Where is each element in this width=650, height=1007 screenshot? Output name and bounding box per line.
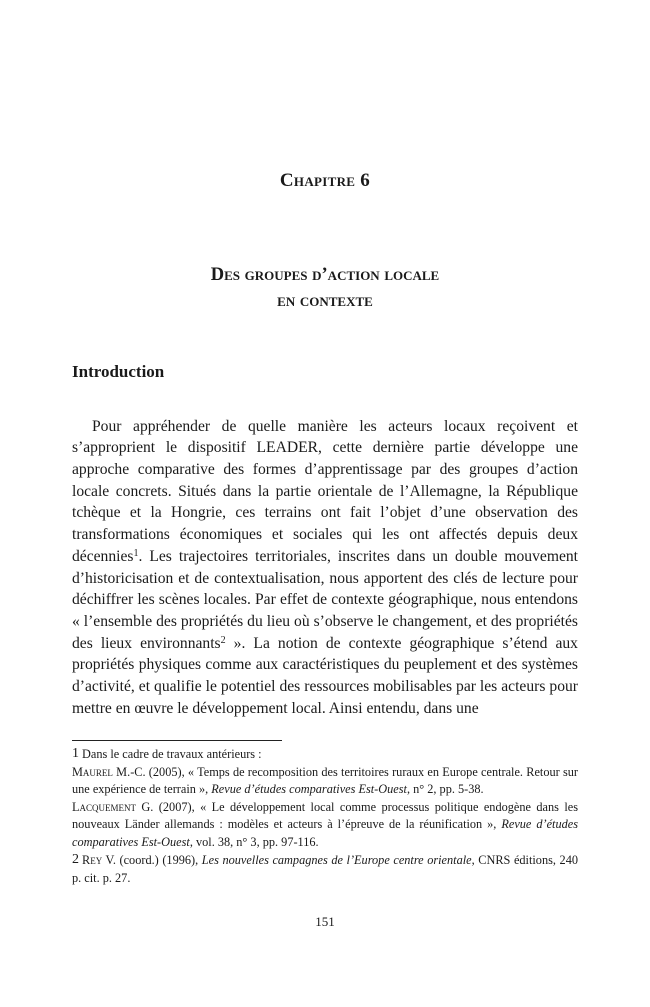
ref-maurel-text: M.-C. (2005), « Temps de recomposition des territoires ruraux en Europe centrale. Retour sur une expérience de terrain », — [72, 764, 578, 796]
ref-lacquement-post: , vol. 38, n° 3, pp. 97-116. — [189, 834, 319, 849]
ref-lacquement-text: G. (2007), « Le développement local comme processus politique endogène dans les nouveaux Länder allemands : modèles et acteurs à l’épreuve de la réunification », — [72, 799, 578, 831]
chapter-title-line-2: en contexte — [277, 291, 373, 311]
ref-rey-post: , CNRS éditions, 240 p. cit. p. 27. — [72, 853, 578, 885]
footnote-1-ref-lacquement — [72, 799, 578, 852]
author-lacquement: Lacquement — [72, 799, 137, 814]
ref-maurel-journal: Revue d’études comparatives Est-Ouest — [211, 782, 407, 796]
ref-rey-book: Les nouvelles campagnes de l’Europe centre orientale — [201, 853, 472, 867]
body-text-part-1: Pour appréhender de quelle manière les acteurs locaux reçoivent et s’approprient le dispositif LEADER, cette dernière partie développe une approche comparative des formes d’apprentissage par des groupes d’action locale concrets. Situés dans la partie orientale de l’Allemagne, la République tchèque et la Hongrie, ces terrains ont fait l’objet d’une observation des transformations économiques et sociales qui les ont affectés depuis deux décennies — [72, 417, 578, 565]
footnote-2 — [72, 851, 578, 887]
chapter-title-line-1: Des groupes d’action locale — [210, 265, 440, 285]
ref-maurel-post: , n° 2, pp. 5-38. — [406, 782, 484, 796]
footnote-1-intro — [72, 745, 578, 764]
author-rey: Rey — [82, 853, 103, 867]
footnote-1-ref-maurel — [72, 764, 578, 799]
author-maurel: Maurel — [72, 764, 113, 779]
chapter-title — [0, 262, 650, 314]
body-text-part-2: . Les trajectoires territoriales, inscrites dans un double mouvement d’historicisation et de contextualisation, nous apportent des clés de lecture pour déchiffrer les scènes locales. Par effet de contexte géographique, nous entendons « l’ensemble des propriétés du lieu où s’observe le changement, et des propriétés des lieux environnants — [72, 547, 578, 652]
ref-rey-text: V. (coord.) (1996), — [102, 853, 202, 867]
footnote-ref-1: 1 — [133, 547, 139, 559]
footnote-ref-2: 2 — [220, 634, 226, 646]
body-paragraph — [72, 416, 578, 720]
footnote-1-intro-text: Dans le cadre de travaux antérieurs : — [82, 747, 262, 761]
page-number: 151 — [315, 914, 335, 929]
section-heading: Introduction — [72, 362, 165, 381]
footnote-1-number: 1 — [72, 746, 79, 761]
ref-lacquement-journal: Revue d’études comparatives Est-Ouest — [72, 817, 578, 849]
body-text-part-3: ». La notion de contexte géographique s’étend aux propriétés physiques comme aux caractéristiques du peuplement et des systèmes d’activité, et qualifie le potentiel des ressources mobilisables par les acteurs pour mettre en œuvre le développement local. Ainsi entendu, dans une — [72, 634, 578, 717]
footnote-2-number: 2 — [72, 852, 79, 867]
footnotes — [72, 745, 578, 887]
chapter-label: Chapitre 6 — [279, 170, 371, 191]
footnote-divider — [72, 740, 282, 741]
